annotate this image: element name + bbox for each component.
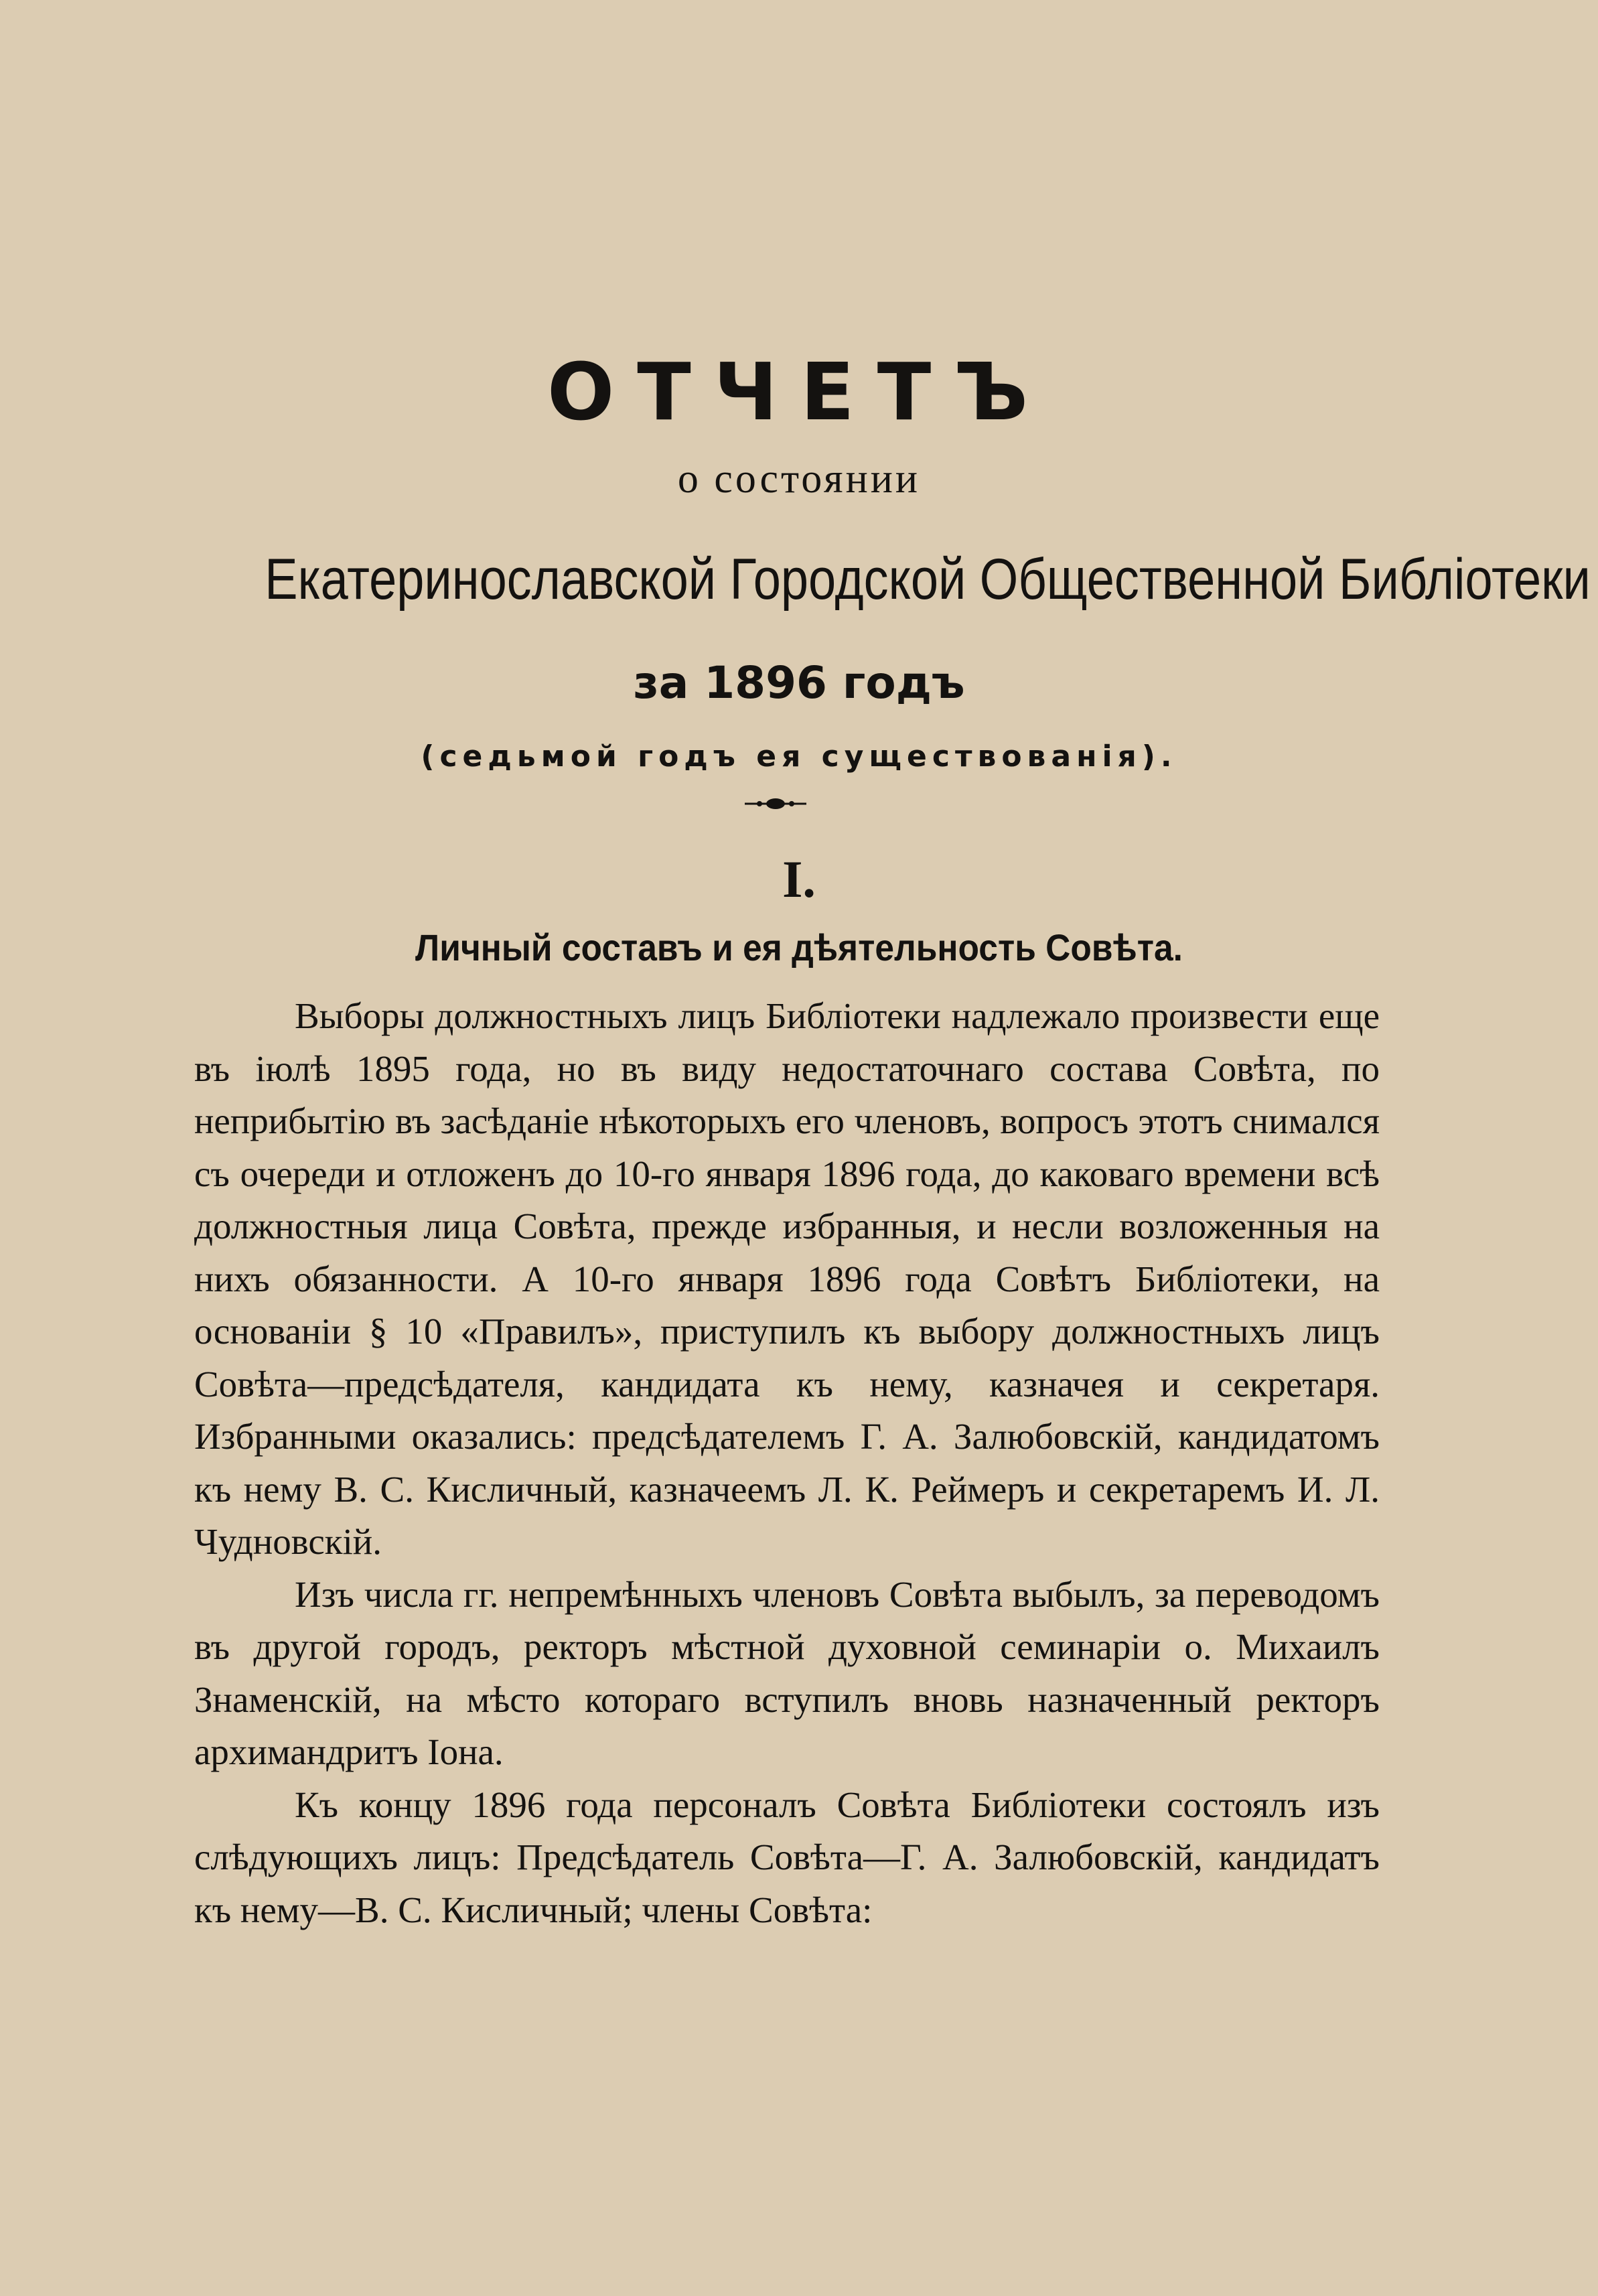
section-number: I.	[782, 850, 816, 908]
library-name: Екатеринославской Городской Общественной Библіотеки	[265, 547, 1591, 612]
paragraph: Изъ числа гг. непремѣнныхъ членовъ Совѣта выбылъ, за переводомъ въ другой городъ, ректоръ мѣстной духовной семинаріи о. Михаилъ Знаменскій, на мѣсто котораго вступилъ вновь назначенный ректоръ архимандритъ Іона.	[194, 1573, 1380, 1772]
paragraph: Къ концу 1896 года персоналъ Совѣта Библіотеки состоялъ изъ слѣдующихъ лицъ: Предсѣдатель Совѣта—Г. А. Залюбовскій, кандидатъ къ нему—В. С. Кисличный; члены Совѣта:	[194, 1784, 1380, 1930]
report-title: ОТЧЕТЪ	[547, 346, 1051, 438]
report-subtitle: о состоянии	[677, 456, 921, 502]
year-of-existence: (седьмой годъ ея существованія).	[421, 739, 1177, 774]
report-year: за 1896 годъ	[633, 657, 965, 709]
ornament-divider	[743, 796, 808, 812]
section-title: Личный составъ и ея дѣятельность Совѣта.	[415, 926, 1183, 968]
paragraph: Выборы должностныхъ лицъ Библіотеки надлежало произвести еще въ іюлѣ 1895 года, но въ виду недостаточнаго состава Совѣта, по неприбытію въ засѣданіе нѣкоторыхъ его членовъ, вопросъ этотъ снимался съ очереди и отложенъ до 10-го января 1896 года, до каковаго времени всѣ должностныя лица Совѣта, прежде избранныя, и несли возложенныя на нихъ обязанности. А 10-го января 1896 года Совѣтъ Библіотеки, на основаніи § 10 «Правилъ», приступилъ къ выбору должностныхъ лицъ Совѣта—предсѣдателя, кандидата къ нему, казначея и секретаря. Избранными оказались: предсѣдателемъ Г. А. Залюбовскій, кандидатомъ къ нему В. С. Кисличный, казначеемъ Л. К. Реймеръ и секретаремъ И. Л. Чудновскій.	[194, 995, 1380, 1562]
body-text	[194, 990, 1380, 1936]
